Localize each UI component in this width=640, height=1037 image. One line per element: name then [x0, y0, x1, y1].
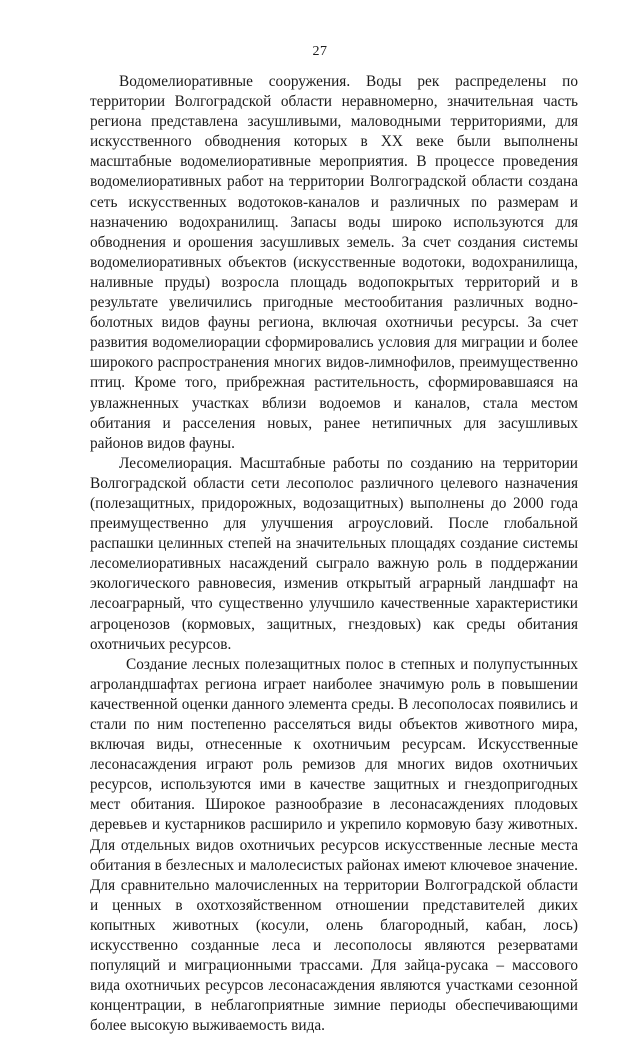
paragraph-water-melioration: Водомелиоративные сооружения. Воды рек распределены по территории Волгоградской области неравномерно, значительная часть региона представлена засушливыми, маловодными территориями, для искусственного обводнения которых в XX веке были выполнены масштабные водомелиоративные мероприятия. В процессе проведения водомелиоративных работ на территории Волгоградской области создана сеть искусственных водотоков-каналов и различных по размерам и назначению водохранилищ. Запасы воды широко используются для обводнения и орошения засушливых земель. За счет создания системы водомелиоративных объектов (искусственные водотоки, водохранилища, наливные пруды) возросла площадь водопокрытых территорий и в результате увеличились пригодные местообитания различных водно-болотных видов фауны региона, включая охотничьи ресурсы. За счет развития водомелиорации сформировались условия для миграции и более широкого распространения многих видов-лимнофилов, преимущественно птиц. Кроме того, прибрежная растительность, сформировавшаяся на увлажненных участках вблизи водоемов и каналов, стала местом обитания и расселения новых, ранее нетипичных для засушливых районов видов фауны. [90, 73, 578, 452]
paragraph-shelterbelts: Создание лесных полезащитных полос в степных и полупустынных агроландшафтах региона играет наиболее значимую роль в повышении качественной оценки данного элемента среды. В лесополосах появились и стали по ним постепенно расселяться виды объектов животного мира, включая виды, отнесенные к охотничьим ресурсам. Искусственные лесонасаждения играют роль ремизов для многих видов охотничьих ресурсов, используются ими в качестве защитных и гнездопригодных мест обитания. Широкое разнообразие в лесонасаждениях плодовых деревьев и кустарников расширило и укрепило кормовую базу животных. Для отдельных видов охотничьих ресурсов искусственные лесные места обитания в безлесных и малолесистых районах имеют ключевое значение. Для сравнительно малочисленных на территории Волгоградской области и ценных в охотхозяйственном отношении представителей диких копытных животных (косули, олень благородный, кабан, лось) искусственно созданные леса и лесополосы являются резерватами популяций и миграционными трассами. Для зайца-русака – массового вида охотничьих ресурсов лесонасаждения являются участками сезонной концентрации, в неблагоприятные зимние периоды обеспечивающими более высокую выживаемость вида. [90, 655, 578, 1035]
document-body [90, 72, 578, 1037]
paragraph-forest-melioration: Лесомелиорация. Масштабные работы по созданию на территории Волгоградской области сети лесополос различного целевого назначения (полезащитных, придорожных, водозащитных) выполнены до 2000 года преимущественно для улучшения агроусловий. После глобальной распашки целинных степей на значительных площадях создание системы лесомелиоративных насаждений сыграло важную роль в поддержании экологического равновесия, изменив открытый аграрный ландшафт на лесоаграрный, что существенно улучшило качественные характеристики агроценозов (кормовых, защитных, гнездовых) как среды обитания охотничьих ресурсов. [90, 454, 578, 653]
page-number: 27 [312, 44, 328, 59]
